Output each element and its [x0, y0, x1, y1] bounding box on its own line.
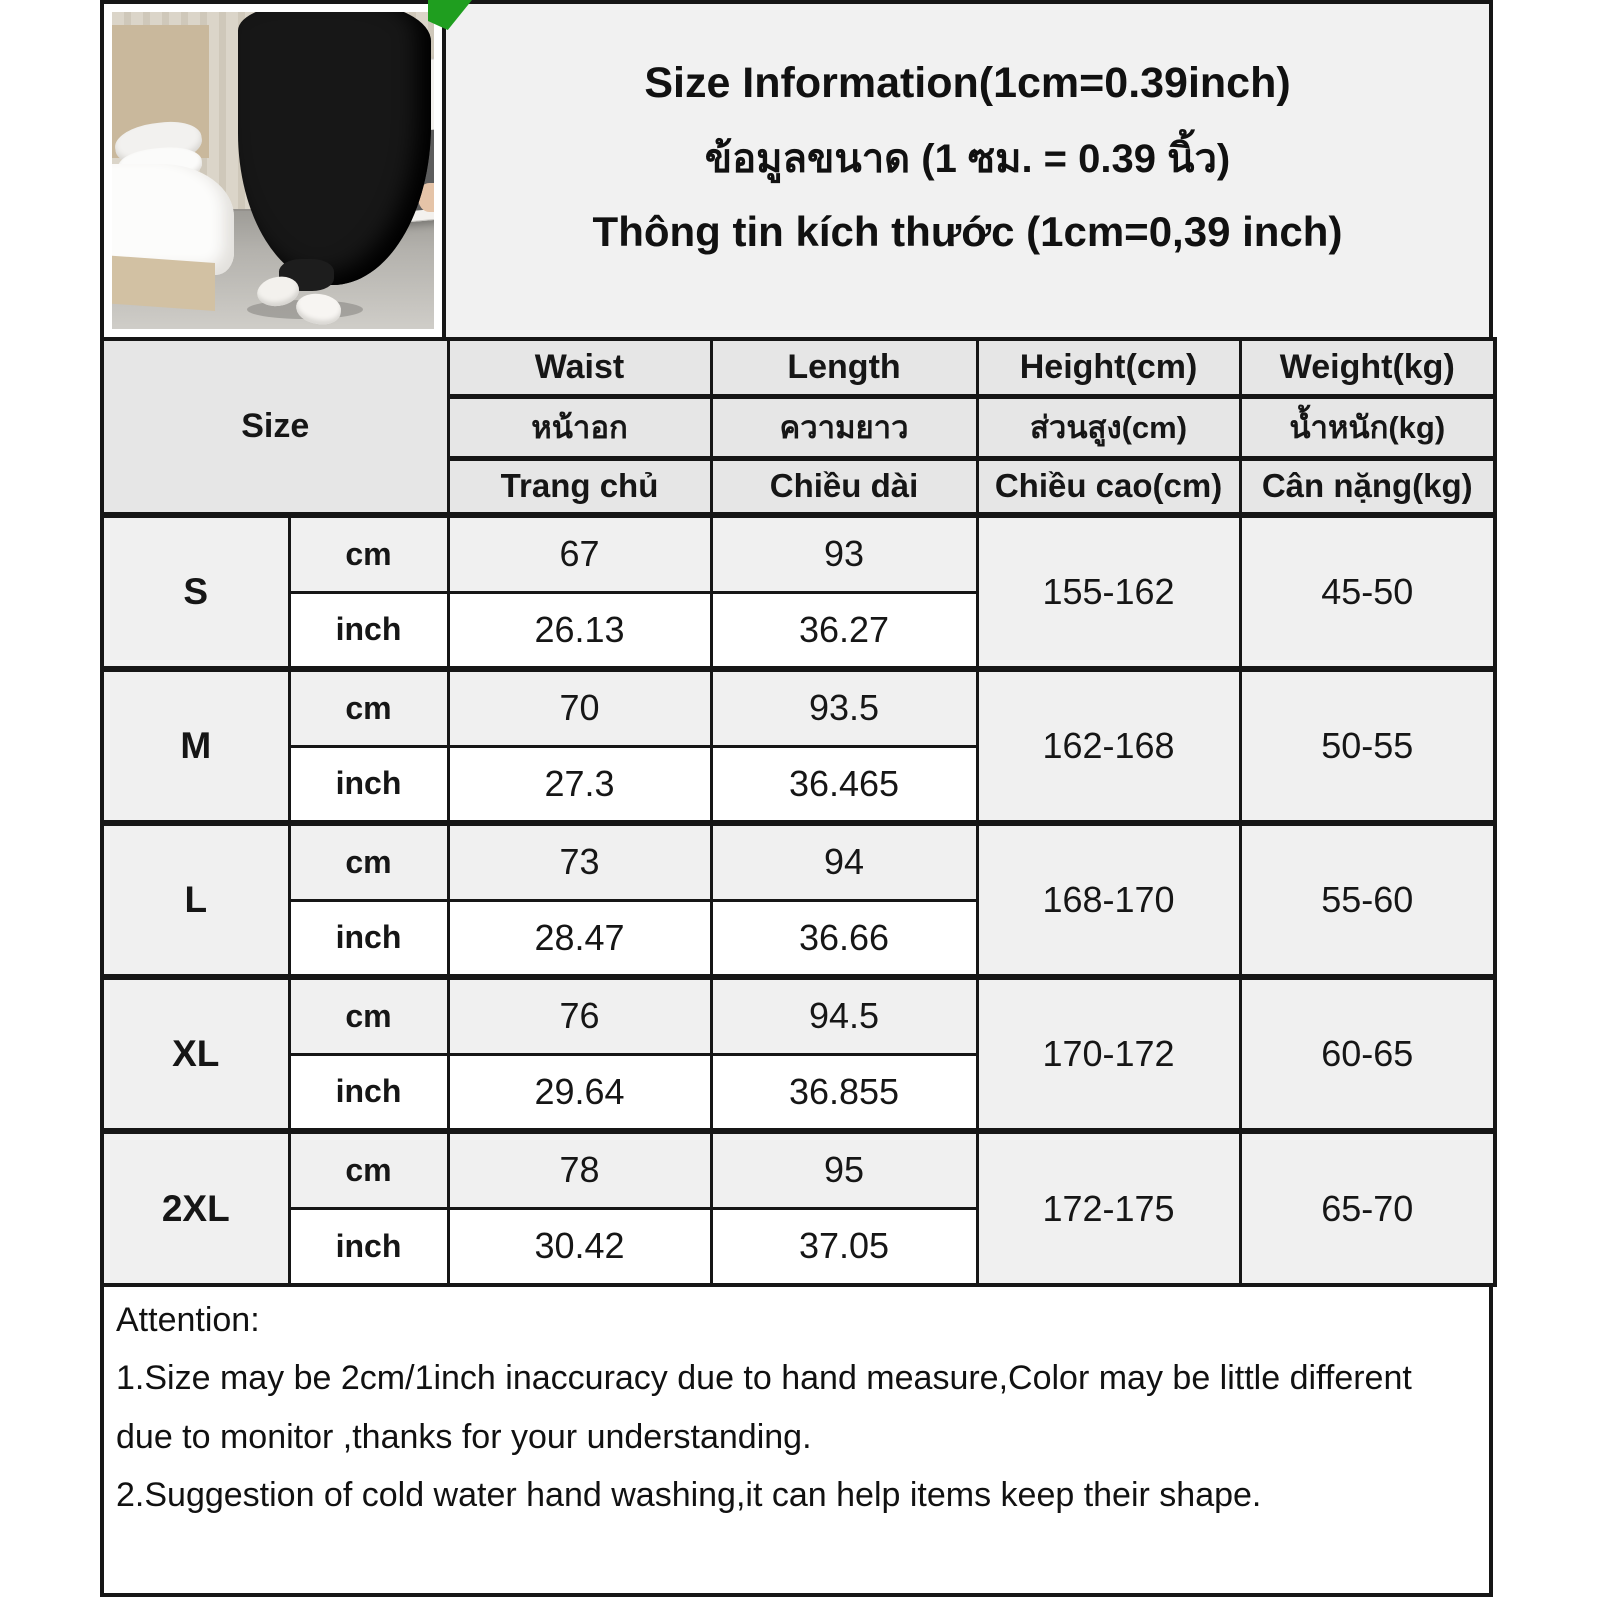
size-cell: 2XL [102, 1131, 289, 1285]
header-length-vi: Chiều dài [711, 458, 977, 515]
attention-heading: Attention: [116, 1301, 260, 1339]
height-cell: 155-162 [977, 515, 1240, 669]
unit-cell: inch [289, 592, 448, 669]
weight-cell: 65-70 [1240, 1131, 1495, 1285]
unit-cell: inch [289, 1054, 448, 1131]
size-cell: L [102, 823, 289, 977]
weight-cell: 55-60 [1240, 823, 1495, 977]
unit-cell: inch [289, 1208, 448, 1285]
size-table [100, 337, 1497, 1287]
header-height-en: Height(cm) [977, 339, 1240, 396]
weight-cell: 60-65 [1240, 977, 1495, 1131]
bed-base [112, 255, 215, 310]
unit-cell: cm [289, 669, 448, 746]
waist-cm-value: 73 [448, 823, 711, 900]
length-cm-value: 93.5 [711, 669, 977, 746]
height-cell: 168-170 [977, 823, 1240, 977]
photo-scene [112, 12, 434, 329]
header-weight-th: น้ำหนัก(kg) [1240, 396, 1495, 458]
waist-inch-value: 29.64 [448, 1054, 711, 1131]
length-cm-value: 93 [711, 515, 977, 592]
weight-cell: 50-55 [1240, 669, 1495, 823]
waist-cm-value: 76 [448, 977, 711, 1054]
unit-cell: cm [289, 515, 448, 592]
height-cell: 170-172 [977, 977, 1240, 1131]
size-cell: M [102, 669, 289, 823]
size-cell: XL [102, 977, 289, 1131]
header-height-vi: Chiều cao(cm) [977, 458, 1240, 515]
title-thai: ข้อมูลขนาด (1 ซม. = 0.39 นิ้ว) [704, 137, 1231, 181]
length-cm-value: 95 [711, 1131, 977, 1208]
unit-cell: cm [289, 823, 448, 900]
attention-note: 2.Suggestion of cold water hand washing,it can help items keep their shape. [116, 1476, 1262, 1515]
header-waist-en: Waist [448, 339, 711, 396]
height-cell: 162-168 [977, 669, 1240, 823]
product-photo [100, 0, 446, 341]
header-waist-th: หน้าอก [448, 396, 711, 458]
size-table-grid [100, 337, 1497, 1287]
header-length-th: ความยาว [711, 396, 977, 458]
header-weight-vi: Cân nặng(kg) [1240, 458, 1495, 515]
length-inch-value: 37.05 [711, 1208, 977, 1285]
length-cm-value: 94.5 [711, 977, 977, 1054]
title-vietnamese: Thông tin kích thước (1cm=0,39 inch) [592, 208, 1343, 255]
waist-inch-value: 30.42 [448, 1208, 711, 1285]
height-cell: 172-175 [977, 1131, 1240, 1285]
length-inch-value: 36.27 [711, 592, 977, 669]
waist-cm-value: 67 [448, 515, 711, 592]
unit-cell: cm [289, 1131, 448, 1208]
header-waist-vi: Trang chủ [448, 458, 711, 515]
waist-inch-value: 26.13 [448, 592, 711, 669]
waist-cm-value: 78 [448, 1131, 711, 1208]
header-height-th: ส่วนสูง(cm) [977, 396, 1240, 458]
header-weight-en: Weight(kg) [1240, 339, 1495, 396]
attention-box [100, 1281, 1493, 1597]
title-banner [442, 0, 1493, 341]
length-inch-value: 36.465 [711, 746, 977, 823]
unit-cell: inch [289, 900, 448, 977]
unit-cell: inch [289, 746, 448, 823]
title-english: Size Information(1cm=0.39inch) [644, 59, 1291, 107]
waist-inch-value: 28.47 [448, 900, 711, 977]
waist-cm-value: 70 [448, 669, 711, 746]
size-cell: S [102, 515, 289, 669]
unit-cell: cm [289, 977, 448, 1054]
attention-note: 1.Size may be 2cm/1inch inaccuracy due to hand measure,Color may be little different due to monitor ,thanks for your understanding. [116, 1359, 1412, 1456]
length-cm-value: 94 [711, 823, 977, 900]
weight-cell: 45-50 [1240, 515, 1495, 669]
length-inch-value: 36.66 [711, 900, 977, 977]
waist-inch-value: 27.3 [448, 746, 711, 823]
size-corner-label: Size [102, 339, 448, 515]
length-inch-value: 36.855 [711, 1054, 977, 1131]
header-length-en: Length [711, 339, 977, 396]
